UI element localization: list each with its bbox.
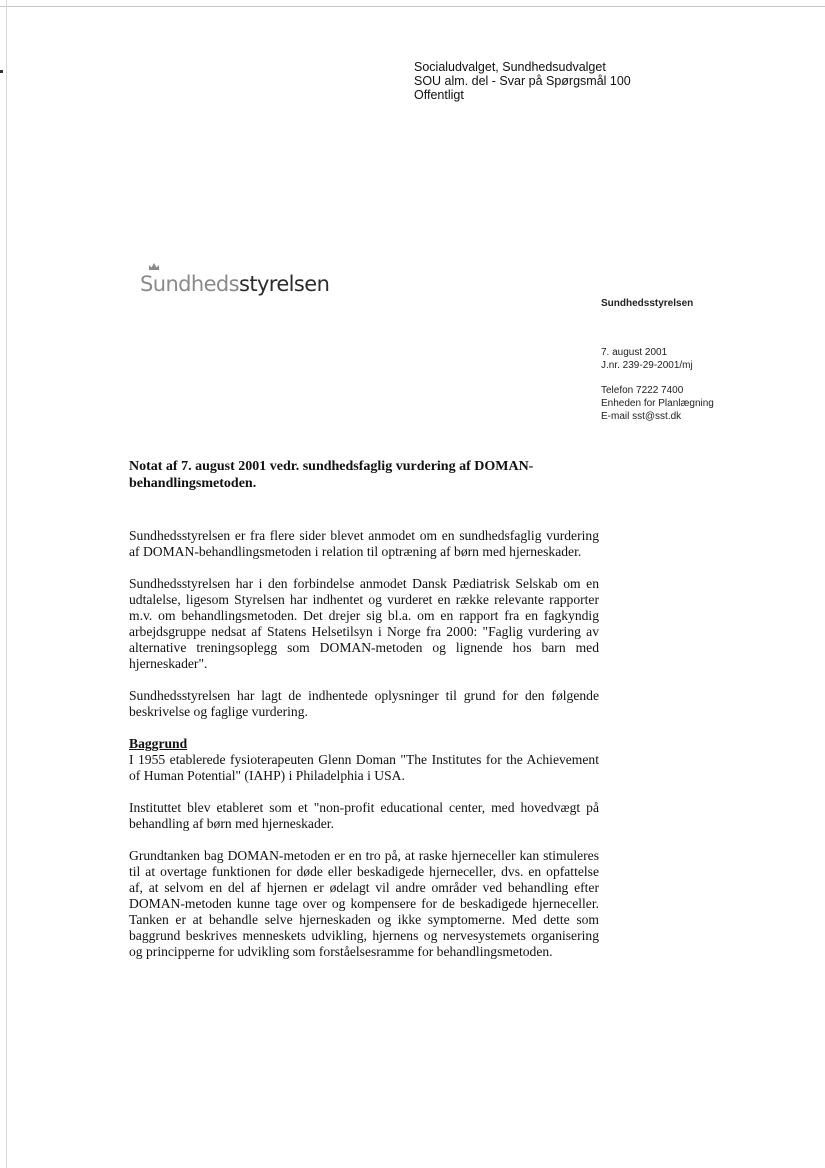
parliament-stamp bbox=[414, 60, 631, 102]
department-unit: Enheden for Planlægning bbox=[601, 398, 714, 409]
sender-organization: Sundhedsstyrelsen bbox=[601, 298, 694, 309]
stamp-reference: SOU alm. del - Svar på Spørgsmål 100 bbox=[414, 74, 631, 88]
paragraph-method: Grundtanken bag DOMAN-metoden er en tro på, at raske hjerneceller kan stimuleres til at overtage funktionen for døde eller beskadigede hjerneceller, dvs. en opfattelse af, at selvom en del af hjernen er ødelagt vil andre områder ved behandling efter DOMAN-metoden kunne tage over og kompensere for de beskadigede hjerneceller. Tanken er at behandle selve hjerneskaden og ikke symptomerne. Med dette som baggrund beskrives menneskets udvikling, hjernens og nervesystemets organisering og principperne for udvikling som forståelsesramme for behandlingsmetoden. bbox=[129, 848, 599, 959]
journal-number: J.nr. 239-29-2001/mj bbox=[601, 360, 693, 371]
logo-text-dark: styrelsen bbox=[238, 272, 330, 296]
paragraph-history: I 1955 etablerede fysioterapeuten Glenn Doman "The Institutes for the Achievement of Human Potential" (IAHP) i Philadelphia i USA. bbox=[129, 752, 599, 783]
scan-top-edge bbox=[0, 6, 825, 7]
logo-wordmark bbox=[140, 272, 329, 296]
scan-left-edge bbox=[6, 0, 7, 1168]
document-title: Notat af 7. august 2001 vedr. sundhedsfaglig vurdering af DOMAN-behandlingsmetoden. bbox=[129, 459, 534, 491]
document-date: 7. august 2001 bbox=[601, 347, 668, 358]
crown-icon bbox=[148, 262, 160, 271]
logo-text-light: Sundheds bbox=[140, 272, 239, 296]
section-heading-background: Baggrund bbox=[129, 736, 188, 751]
paragraph-sources: Sundhedsstyrelsen har i den forbindelse anmodet Dansk Pædiatrisk Selskab om en udtalelse, ligesom Styrelsen har indhentet og vurderet en række relevante rapporter m.v. om behandlingsmetoden. Det drejer sig bl.a. om en rapport fra en fagkyndig arbejdsgruppe nedsat af Statens Helsetilsyn i Norge fra 2000: "Faglig vurdering av alternative treningsoplegg som DOMAN-metoden og lignende hos barn med hjerneskader". bbox=[129, 576, 599, 671]
phone-number: Telefon 7222 7400 bbox=[601, 385, 684, 396]
paragraph-institute: Instituttet blev etableret som et "non-profit educational center, med hovedvægt på behandling af børn med hjerneskader. bbox=[129, 800, 599, 831]
scan-artifact bbox=[0, 70, 3, 73]
sender-date-block bbox=[601, 346, 693, 372]
email-address: E-mail sst@sst.dk bbox=[601, 411, 682, 422]
paragraph-intro: Sundhedsstyrelsen er fra flere sider blevet anmodet om en sundhedsfaglig vurdering af DOMAN-behandlingsmetoden i relation til optræning af børn med hjerneskader. bbox=[129, 528, 599, 559]
document-body bbox=[129, 458, 599, 976]
paragraph-basis: Sundhedsstyrelsen har lagt de indhentede oplysninger til grund for den følgende beskrivelse og faglige vurdering. bbox=[129, 688, 599, 719]
stamp-committee: Socialudvalget, Sundhedsudvalget bbox=[414, 60, 606, 74]
sender-contact-block bbox=[601, 384, 714, 423]
stamp-status: Offentligt bbox=[414, 88, 464, 102]
